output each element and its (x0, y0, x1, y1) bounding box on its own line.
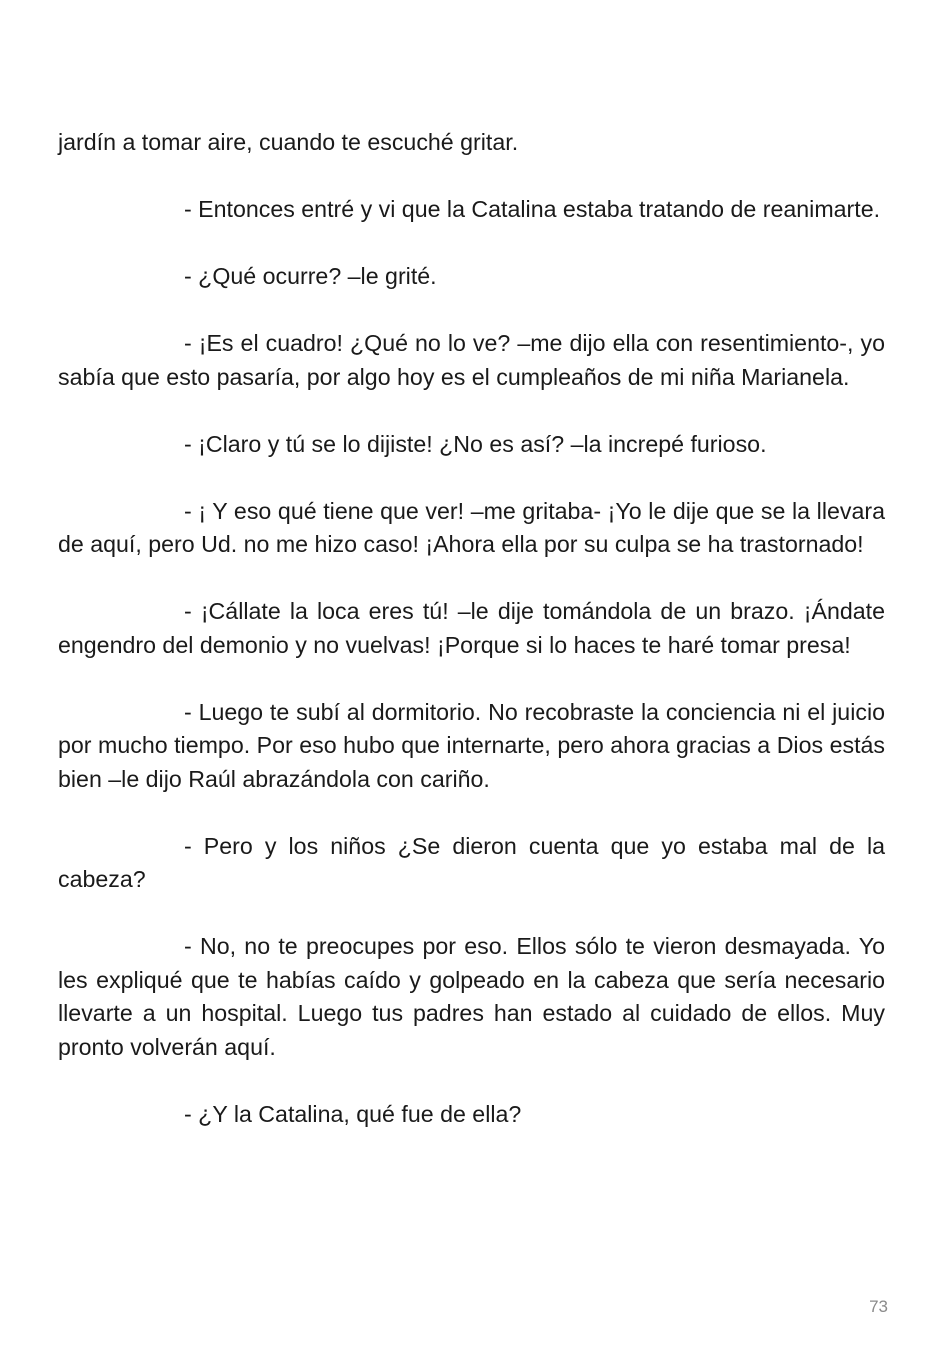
paragraph: - ¡ Y eso qué tiene que ver! –me gritaba- ¡Yo le dije que se la llevara de aquí, pero Ud. no me hizo caso! ¡Ahora ella por su culpa se ha trastornado! (58, 497, 885, 557)
paragraph: - Entonces entré y vi que la Catalina estaba tratando de reanimarte. (184, 196, 881, 222)
paragraph: - ¡Es el cuadro! ¿Qué no lo ve? –me dijo ella con resentimiento-, yo sabía que esto pasaría, por algo hoy es el cumpleaños de mi niña Marianela. (58, 330, 885, 390)
paragraph: - ¿Y la Catalina, qué fue de ella? (184, 1100, 522, 1127)
paragraph: jardín a tomar aire, cuando te escuché gritar. (58, 129, 519, 155)
page-number: 73 (869, 1297, 888, 1316)
paragraph: - ¡Cállate la loca eres tú! –le dije tomándola de un brazo. ¡Ándate engendro del demonio y no vuelvas! ¡Porque si lo haces te haré tomar presa! (58, 598, 885, 658)
paragraph: - ¡Claro y tú se lo dijiste! ¿No es así? –la increpé furioso. (184, 430, 767, 457)
paragraph: - Pero y los niños ¿Se dieron cuenta que yo estaba mal de la cabeza? (58, 832, 885, 892)
page-body (58, 126, 885, 1165)
paragraph: - ¿Qué ocurre? –le grité. (184, 263, 437, 289)
paragraph: - Luego te subí al dormitorio. No recobraste la conciencia ni el juicio por mucho tiempo. Por eso hubo que internarte, pero ahora gracias a Dios estás bien –le dijo Raúl abrazándola con cariño. (58, 698, 885, 792)
paragraph: - No, no te preocupes por eso. Ellos sólo te vieron desmayada. Yo les expliqué que te habías caído y golpeado en la cabeza que sería necesario llevarte a un hospital. Luego tus padres han estado al cuidado de ellos. Muy pronto volverán aquí. (58, 933, 885, 1060)
